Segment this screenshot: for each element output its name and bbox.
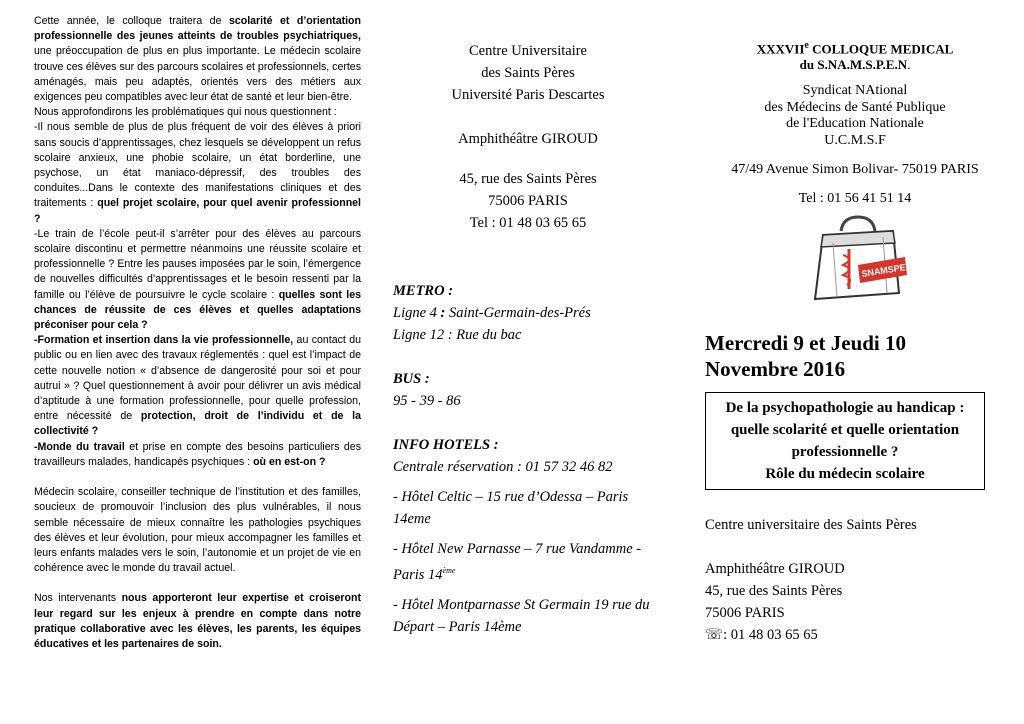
cover-amphitheatre: Amphithéâtre GIROUD bbox=[705, 561, 845, 578]
cover-venue: Centre universitaire des Saints Pères bbox=[705, 517, 917, 534]
metro-line-4: Ligne 4 : Saint-Germain-des-Prés bbox=[393, 305, 591, 321]
syndicat-block: Syndicat NAtional des Médecins de Santé Publique de l'Education Nationale U.C.M.S.F bbox=[764, 83, 946, 148]
paragraph-intervenants: Nos intervenants nous apporteront leur expertise et croiseront leur regard sur les enjeux à prendre en compte dans notre pratique collaborative avec les élèves, les parents, les équipes éducatives et les partenaires de soin. bbox=[34, 592, 361, 650]
bus-heading: BUS : bbox=[393, 371, 430, 387]
address-street: 45, rue des Saints Pères bbox=[459, 171, 597, 187]
theme-box: De la psychopathologie au handicap : quelle scolarité et quelle orientation professionnelle ? Rôle du médecin scolaire bbox=[705, 392, 985, 490]
snamspen-logo bbox=[705, 213, 1005, 308]
paragraph-medecin: Médecin scolaire, conseiller technique de l’institution et des familles, soucieux de promouvoir l’inclusion des plus vulnérables, il nous semble nécessaire de mieux connaître les pathologies psychiques des élèves et leur évolution, pour mieux accompagner les familles et leurs enfants malades vers le soin, l’autonomie et un projet de vie en cohérence avec le monde du travail actuel. bbox=[34, 486, 361, 575]
hotel-celtic: - Hôtel Celtic – 15 rue d’Odessa – Paris 14eme bbox=[393, 489, 629, 527]
cover-address-street: 45, rue des Saints Pères bbox=[705, 583, 843, 600]
paragraph-question-2: -Le train de l’école peut-il s’arrêter pour des élèves au parcours scolaire discontinu et permettre néanmoins une réussite scolaire et professionnelle ? Entre les pauses imposées par le soin, l’émergence de nouvelles difficultés d’apprentissages et le besoin ressenti par la famille ou l’élève de poursuivre le cycle scolaire : quelles sont les chances de réussite de ces élèves et quelles adaptations préconiser pour cela ? bbox=[34, 227, 361, 332]
venue-line-1: Centre Universitaire bbox=[469, 43, 587, 59]
paragraph-question-4: -Monde du travail et prise en compte des besoins particuliers des travailleurs malades, handicapés psychiques : où en est-on ? bbox=[34, 440, 361, 468]
hotels-central-reservation: Centrale réservation : 01 57 32 46 82 bbox=[393, 459, 613, 475]
address-city: 75006 PARIS bbox=[488, 193, 568, 209]
syndicat-phone: Tel : 01 56 41 51 14 bbox=[798, 191, 912, 207]
paragraph-question-1: -Il nous semble de plus de plus fréquent de voir des élèves à priori sans soucis d’apprentissages, chez lesquels se développent un refus scolaire anxieux, une phobie scolaire, un état borderline, une psychose, un état maniaco-dépressif, des troubles des conduites...Dans le contexte des manifestations cliniques et des traitements : quel projet scolaire, pour quel avenir professionnel ? bbox=[34, 121, 362, 225]
venue-line-3: Université Paris Descartes bbox=[451, 87, 605, 103]
cover-phone: ☏: 01 48 03 65 65 bbox=[705, 627, 818, 644]
medical-bag-icon bbox=[803, 213, 913, 308]
amphitheatre: Amphithéâtre GIROUD bbox=[458, 131, 598, 147]
hotel-new-parnasse: - Hôtel New Parnasse – 7 rue Vandamme - Paris 14ème bbox=[393, 541, 642, 583]
cover-address-city: 75006 PARIS bbox=[705, 605, 785, 622]
paragraph-question-3: -Formation et insertion dans la vie professionnelle, au contact du public ou en lien avec des travaux réglementés : quel est l’impact de cette nouvelle notion « d’absence de dangerosité pour soi et pour autrui » ? Quel questionnement à avoir pour délivrer un avis médical d’aptitude à une formation professionnelle, pour quelle profession, entre nécessité de protection, droit de l’individu et de la collectivité ? bbox=[34, 334, 362, 438]
metro-line-12: Ligne 12 : Rue du bac bbox=[393, 327, 522, 343]
hotel-montparnasse: - Hôtel Montparnasse St Germain 19 rue du Départ – Paris 14ème bbox=[393, 596, 650, 635]
phone-icon: ☏ bbox=[705, 627, 724, 644]
event-date-line-2: Novembre 2016 bbox=[705, 357, 846, 382]
syndicat-address: 47/49 Avenue Simon Bolivar- 75019 PARIS bbox=[731, 162, 979, 178]
metro-heading: METRO : bbox=[393, 283, 454, 299]
paragraph-intro: Cette année, le colloque traitera de scolarité et d’orientation professionnelle des jeunes atteints de troubles psychiatriques, une préoccupation de plus en plus importante. Le médecin scolaire trouve ces élèves sur des parcours scolaires et professionnels, certes aménagés, mais peu adaptés, orientés vers des métiers aux exigences peu compatibles avec leur état de santé et leur bien-être. bbox=[34, 15, 361, 104]
practical-info-column bbox=[393, 40, 663, 638]
colloque-title: XXXVIIe COLLOQUE MEDICAL bbox=[756, 40, 954, 57]
intro-text-column bbox=[34, 14, 361, 652]
hotels-heading: INFO HOTELS : bbox=[393, 437, 499, 453]
paragraph-questions: Nous approfondirons les problématiques qui nous questionnent : bbox=[34, 106, 337, 119]
event-date-line-1: Mercredi 9 et Jeudi 10 bbox=[705, 331, 907, 356]
bus-lines: 95 - 39 - 86 bbox=[393, 393, 461, 409]
cover-column bbox=[705, 38, 1005, 646]
venue-line-2: des Saints Pères bbox=[481, 65, 575, 81]
logo-text: SNAMSPEN bbox=[860, 261, 913, 280]
colloque-organizer: du S.NA.M.S.P.E.N. bbox=[799, 57, 911, 73]
venue-phone: Tel : 01 48 03 65 65 bbox=[469, 215, 587, 231]
